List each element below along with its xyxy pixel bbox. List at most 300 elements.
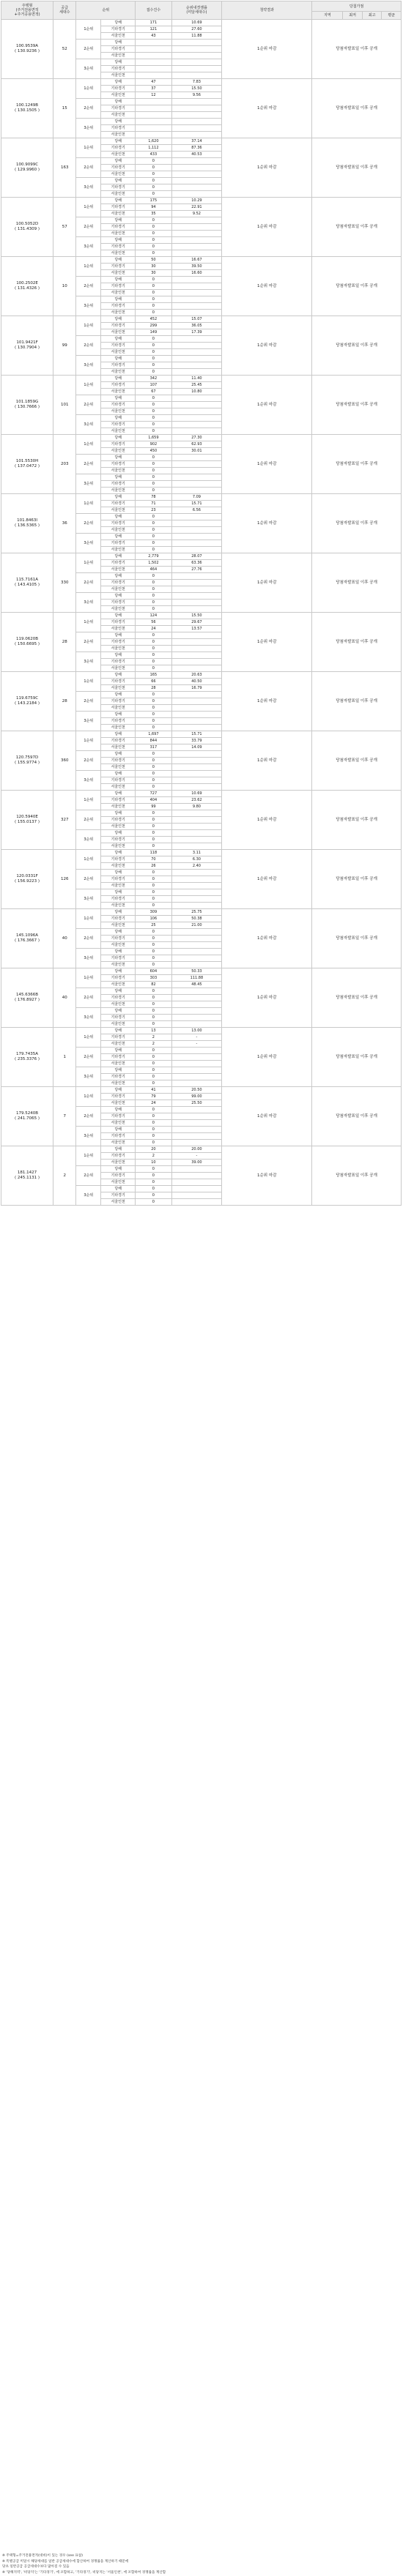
area-cell: 기타경기 bbox=[101, 343, 136, 349]
area-cell: 서울인천 bbox=[101, 389, 136, 395]
ratio-cell bbox=[171, 514, 222, 520]
applicants-cell: 0 bbox=[136, 698, 171, 705]
applicants-cell: 56 bbox=[136, 619, 171, 626]
rank-cell: 2순위 bbox=[76, 1107, 101, 1127]
ratio-cell bbox=[171, 191, 222, 198]
rank-cell: 2순위 bbox=[76, 336, 101, 356]
ratio-cell: 40.53 bbox=[171, 152, 222, 158]
rank-cell: 1순위 bbox=[76, 553, 101, 573]
area-cell: 기타경기 bbox=[101, 995, 136, 1001]
applicants-cell: 0 bbox=[136, 995, 171, 1001]
ratio-cell bbox=[171, 46, 222, 53]
applicants-cell: 0 bbox=[136, 1186, 171, 1192]
area-cell: 기타경기 bbox=[101, 165, 136, 171]
area-cell: 기타경기 bbox=[101, 975, 136, 982]
announcement-cell: 당첨자발표일 이후 공개 bbox=[312, 672, 402, 731]
applicants-cell: 10 bbox=[136, 1160, 171, 1166]
area-cell: 서울인천 bbox=[101, 1120, 136, 1127]
supply-count-cell: 330 bbox=[53, 553, 76, 613]
area-cell: 기타경기 bbox=[101, 204, 136, 211]
area-cell: 서울인천 bbox=[101, 1140, 136, 1146]
ratio-cell bbox=[171, 1127, 222, 1133]
result-cell: 1순위 마감 bbox=[222, 1087, 312, 1146]
applicants-cell: 0 bbox=[136, 1113, 171, 1120]
applicants-cell: 0 bbox=[136, 573, 171, 580]
ratio-cell: 11.40 bbox=[171, 376, 222, 382]
rank-cell: 3순위 bbox=[76, 59, 101, 79]
ratio-cell: 10.29 bbox=[171, 198, 222, 204]
ratio-cell: 16.67 bbox=[171, 257, 222, 264]
housing-type-cell: 101.8463I ( 136.5365 ) bbox=[1, 494, 53, 553]
announcement-cell: 당첨자발표일 이후 공개 bbox=[312, 257, 402, 316]
ratio-cell bbox=[171, 843, 222, 850]
ratio-cell bbox=[171, 422, 222, 428]
ratio-cell bbox=[171, 777, 222, 784]
area-cell: 서울인천 bbox=[101, 942, 136, 949]
area-cell: 기타경기 bbox=[101, 520, 136, 527]
applicants-cell: 0 bbox=[136, 955, 171, 962]
applicants-cell: 0 bbox=[136, 692, 171, 698]
applicants-cell: 0 bbox=[136, 942, 171, 949]
applicants-cell: 0 bbox=[136, 593, 171, 600]
result-cell: 1순위 마감 bbox=[222, 198, 312, 257]
area-cell: 서울인천 bbox=[101, 231, 136, 237]
supply-count-cell: 163 bbox=[53, 138, 76, 198]
ratio-cell bbox=[171, 718, 222, 725]
area-cell: 서울인천 bbox=[101, 270, 136, 277]
area-cell: 기타경기 bbox=[101, 698, 136, 705]
area-cell: 당해 bbox=[101, 138, 136, 145]
rank-cell: 1순위 bbox=[76, 494, 101, 514]
area-cell: 서울인천 bbox=[101, 1041, 136, 1048]
applicants-cell: 107 bbox=[136, 382, 171, 389]
ratio-cell: 15.07 bbox=[171, 316, 222, 323]
applicants-cell: 0 bbox=[136, 758, 171, 764]
applicants-cell: 0 bbox=[136, 1074, 171, 1080]
applicants-cell: 0 bbox=[136, 468, 171, 474]
area-cell: 당해 bbox=[101, 632, 136, 639]
housing-type-cell: 100.2502E ( 131.4326 ) bbox=[1, 257, 53, 316]
applicants-cell bbox=[136, 99, 171, 105]
area-cell: 서울인천 bbox=[101, 744, 136, 751]
supply-count-cell: 10 bbox=[53, 257, 76, 316]
area-cell: 당해 bbox=[101, 929, 136, 936]
area-cell: 당해 bbox=[101, 1186, 136, 1192]
applicants-cell: 0 bbox=[136, 534, 171, 540]
area-cell: 당해 bbox=[101, 751, 136, 758]
rank-cell: 2순위 bbox=[76, 277, 101, 296]
rank-cell: 2순위 bbox=[76, 870, 101, 889]
ratio-cell bbox=[171, 936, 222, 942]
ratio-cell bbox=[171, 1021, 222, 1028]
supply-count-cell: 101 bbox=[53, 376, 76, 435]
rank-cell: 2순위 bbox=[76, 395, 101, 415]
header-average: 평균 bbox=[382, 12, 402, 20]
ratio-cell bbox=[171, 824, 222, 830]
ratio-cell: 27.30 bbox=[171, 435, 222, 441]
ratio-cell bbox=[171, 725, 222, 731]
announcement-cell: 당첨자발표일 이후 공개 bbox=[312, 198, 402, 257]
ratio-cell bbox=[171, 659, 222, 665]
applicants-cell: 0 bbox=[136, 310, 171, 316]
applicants-cell: 0 bbox=[136, 883, 171, 889]
applicants-cell: 25 bbox=[136, 922, 171, 929]
ratio-cell bbox=[171, 237, 222, 244]
rank-cell: 3순위 bbox=[76, 652, 101, 672]
note: ※ 특별공급 미달시 해당세대를 일반 공급세대수에 합산하여 경쟁률을 계산하기 때문에 bbox=[2, 2559, 129, 2564]
applicants-cell: 1,659 bbox=[136, 435, 171, 441]
area-cell: 기타경기 bbox=[101, 659, 136, 665]
area-cell: 당해 bbox=[101, 870, 136, 876]
ratio-cell: 23.62 bbox=[171, 797, 222, 804]
applicants-cell bbox=[136, 53, 171, 59]
supply-count-cell: 57 bbox=[53, 198, 76, 257]
ratio-cell: 2.40 bbox=[171, 863, 222, 870]
ratio-cell: 39.50 bbox=[171, 264, 222, 270]
ratio-cell: 63.36 bbox=[171, 560, 222, 567]
ratio-cell: 10.69 bbox=[171, 791, 222, 797]
area-cell: 서울인천 bbox=[101, 53, 136, 59]
ratio-cell bbox=[171, 158, 222, 165]
ratio-cell: 17.39 bbox=[171, 329, 222, 336]
ratio-cell: 48.45 bbox=[171, 982, 222, 988]
applicants-cell: 43 bbox=[136, 33, 171, 40]
applicants-cell: 0 bbox=[136, 369, 171, 376]
rank-cell: 3순위 bbox=[76, 534, 101, 553]
announcement-cell: 당첨자발표일 이후 공개 bbox=[312, 553, 402, 613]
housing-type-cell: 181.1427 ( 245.1131 ) bbox=[1, 1146, 53, 1206]
area-cell: 당해 bbox=[101, 1067, 136, 1074]
area-cell: 당해 bbox=[101, 119, 136, 125]
ratio-cell bbox=[171, 1166, 222, 1173]
ratio-cell: - bbox=[171, 1041, 222, 1048]
rank-cell: 3순위 bbox=[76, 356, 101, 376]
note: ※ 주택형=주거전용면적(대비)이 있는 경우 (see 표참) bbox=[2, 2554, 84, 2558]
area-cell: 당해 bbox=[101, 1127, 136, 1133]
area-cell: 서울인천 bbox=[101, 1061, 136, 1067]
area-cell: 서울인천 bbox=[101, 191, 136, 198]
area-cell: 기타경기 bbox=[101, 461, 136, 468]
area-cell: 기타경기 bbox=[101, 876, 136, 883]
ratio-cell bbox=[171, 1179, 222, 1186]
announcement-cell: 당첨자발표일 이후 공개 bbox=[312, 968, 402, 1028]
applicants-cell: 106 bbox=[136, 916, 171, 922]
ratio-cell: 15.50 bbox=[171, 86, 222, 92]
applicants-cell: 0 bbox=[136, 1140, 171, 1146]
applicants-cell: 0 bbox=[136, 764, 171, 771]
ratio-cell bbox=[171, 646, 222, 652]
area-cell: 서울인천 bbox=[101, 152, 136, 158]
applicants-cell: 0 bbox=[136, 1001, 171, 1008]
applicants-cell: 0 bbox=[136, 751, 171, 758]
header-announcement: 당첨가점 bbox=[312, 1, 402, 12]
ratio-cell bbox=[171, 817, 222, 824]
area-cell: 당해 bbox=[101, 40, 136, 46]
area-cell: 기타경기 bbox=[101, 224, 136, 231]
applicants-cell: 30 bbox=[136, 270, 171, 277]
applicants-cell: 0 bbox=[136, 936, 171, 942]
applicants-cell: 0 bbox=[136, 1061, 171, 1067]
area-cell: 기타경기 bbox=[101, 1113, 136, 1120]
table-row bbox=[1, 316, 402, 323]
ratio-cell bbox=[171, 527, 222, 534]
rank-cell: 3순위 bbox=[76, 889, 101, 909]
announcement-cell: 당첨자발표일 이후 공개 bbox=[312, 1028, 402, 1087]
ratio-cell: 39.00 bbox=[171, 1160, 222, 1166]
result-cell: 1순위 마감 bbox=[222, 850, 312, 909]
ratio-cell bbox=[171, 573, 222, 580]
applicants-cell: 303 bbox=[136, 975, 171, 982]
applicants-cell: 0 bbox=[136, 461, 171, 468]
applicants-cell: 0 bbox=[136, 962, 171, 968]
area-cell: 기타경기 bbox=[101, 323, 136, 329]
rank-cell: 1순위 bbox=[76, 613, 101, 632]
area-cell: 서울인천 bbox=[101, 211, 136, 217]
rank-cell: 1순위 bbox=[76, 1146, 101, 1166]
announcement-cell: 당첨자발표일 이후 공개 bbox=[312, 316, 402, 376]
applicants-cell: 0 bbox=[136, 520, 171, 527]
applicants-cell: 0 bbox=[136, 810, 171, 817]
table-row bbox=[1, 376, 402, 382]
applicants-cell: 78 bbox=[136, 494, 171, 501]
announcement-cell: 당첨자발표일 이후 공개 bbox=[312, 731, 402, 791]
ratio-cell bbox=[171, 1120, 222, 1127]
ratio-cell bbox=[171, 830, 222, 837]
rank-cell: 1순위 bbox=[76, 791, 101, 810]
applicants-cell bbox=[136, 66, 171, 72]
housing-type-cell: 145.6366B ( 176.8927 ) bbox=[1, 968, 53, 1028]
applicants-cell: 71 bbox=[136, 501, 171, 507]
area-cell: 당해 bbox=[101, 59, 136, 66]
applicants-cell: 0 bbox=[136, 356, 171, 362]
applicants-cell bbox=[136, 112, 171, 119]
applicants-cell: 0 bbox=[136, 843, 171, 850]
applicants-cell bbox=[136, 119, 171, 125]
area-cell: 당해 bbox=[101, 1166, 136, 1173]
area-cell: 서울인천 bbox=[101, 547, 136, 553]
area-cell: 서울인천 bbox=[101, 310, 136, 316]
applicants-cell: 0 bbox=[136, 1173, 171, 1179]
ratio-cell bbox=[171, 105, 222, 112]
ratio-cell bbox=[171, 929, 222, 936]
supply-count-cell: 203 bbox=[53, 435, 76, 494]
area-cell: 서울인천 bbox=[101, 626, 136, 632]
ratio-cell: 29.67 bbox=[171, 619, 222, 626]
applicants-cell: 0 bbox=[136, 784, 171, 791]
area-cell: 당해 bbox=[101, 810, 136, 817]
supply-count-cell: 360 bbox=[53, 731, 76, 791]
table-row bbox=[1, 968, 402, 975]
applicants-cell: 604 bbox=[136, 968, 171, 975]
applicants-cell: 0 bbox=[136, 646, 171, 652]
result-cell: 1순위 마감 bbox=[222, 968, 312, 1028]
area-cell: 기타경기 bbox=[101, 896, 136, 903]
applicants-cell: 0 bbox=[136, 237, 171, 244]
area-cell: 서울인천 bbox=[101, 448, 136, 455]
area-cell: 서울인천 bbox=[101, 488, 136, 494]
applicants-cell: 28 bbox=[136, 685, 171, 692]
applicants-cell: 0 bbox=[136, 1054, 171, 1061]
applicants-cell: 0 bbox=[136, 718, 171, 725]
area-cell: 당해 bbox=[101, 593, 136, 600]
supply-count-cell: 40 bbox=[53, 968, 76, 1028]
rank-cell: 1순위 bbox=[76, 1087, 101, 1107]
area-cell: 서울인천 bbox=[101, 250, 136, 257]
ratio-cell bbox=[171, 303, 222, 310]
applicants-cell: 26 bbox=[136, 863, 171, 870]
applicants-cell: 0 bbox=[136, 1199, 171, 1206]
ratio-cell bbox=[171, 1061, 222, 1067]
applicants-cell: 0 bbox=[136, 1127, 171, 1133]
ratio-cell bbox=[171, 231, 222, 237]
ratio-cell bbox=[171, 534, 222, 540]
area-cell: 당해 bbox=[101, 1048, 136, 1054]
applicants-cell: 0 bbox=[136, 659, 171, 665]
ratio-cell: 87.36 bbox=[171, 145, 222, 152]
ratio-cell bbox=[171, 698, 222, 705]
rank-cell: 2순위 bbox=[76, 158, 101, 178]
applicants-cell: 47 bbox=[136, 79, 171, 86]
area-cell: 당해 bbox=[101, 771, 136, 777]
area-cell: 서울인천 bbox=[101, 171, 136, 178]
applicants-cell bbox=[136, 72, 171, 79]
ratio-cell: 16.60 bbox=[171, 270, 222, 277]
ratio-cell bbox=[171, 903, 222, 909]
area-cell: 기타경기 bbox=[101, 738, 136, 744]
area-cell: 서울인천 bbox=[101, 586, 136, 593]
ratio-cell bbox=[171, 310, 222, 316]
table-row bbox=[1, 909, 402, 916]
applicants-cell: 66 bbox=[136, 679, 171, 685]
area-cell: 당해 bbox=[101, 237, 136, 244]
result-cell: 1순위 마감 bbox=[222, 1028, 312, 1087]
table-row bbox=[1, 1146, 402, 1153]
ratio-cell bbox=[171, 1015, 222, 1021]
area-cell: 기타경기 bbox=[101, 600, 136, 606]
applicants-cell: 0 bbox=[136, 876, 171, 883]
note: ※ '당해지역', '비당지'는 '기타경기', 에 포함하고, '기타경기', 비당지는 '서울인천', 에 포함하여 경쟁률을 계산함 bbox=[2, 2570, 166, 2575]
applicants-cell: 0 bbox=[136, 988, 171, 995]
applicants-cell: 342 bbox=[136, 376, 171, 382]
ratio-cell: 13.00 bbox=[171, 1028, 222, 1034]
housing-type-cell: 100.1249B ( 130.1505 ) bbox=[1, 79, 53, 138]
ratio-cell bbox=[171, 481, 222, 488]
applicants-cell: 37 bbox=[136, 86, 171, 92]
area-cell: 서울인천 bbox=[101, 132, 136, 138]
applicants-cell: 0 bbox=[136, 830, 171, 837]
area-cell: 기타경기 bbox=[101, 1074, 136, 1080]
rank-cell: 2순위 bbox=[76, 1048, 101, 1067]
applicants-cell: 30 bbox=[136, 264, 171, 270]
applicants-cell: 0 bbox=[136, 889, 171, 896]
applicants-cell: 0 bbox=[136, 586, 171, 593]
applicants-cell: 0 bbox=[136, 283, 171, 290]
applicants-cell: 0 bbox=[136, 547, 171, 553]
ratio-cell bbox=[171, 692, 222, 698]
applicants-cell: 0 bbox=[136, 639, 171, 646]
area-cell: 당해 bbox=[101, 988, 136, 995]
applicants-cell: 0 bbox=[136, 540, 171, 547]
supply-count-cell: 7 bbox=[53, 1087, 76, 1146]
rank-cell: 1순위 bbox=[76, 79, 101, 99]
applicants-cell: 0 bbox=[136, 178, 171, 184]
rank-cell: 1순위 bbox=[76, 909, 101, 929]
ratio-cell bbox=[171, 1133, 222, 1140]
ratio-cell: 99.00 bbox=[171, 1094, 222, 1100]
rank-cell: 3순위 bbox=[76, 119, 101, 138]
ratio-cell bbox=[171, 40, 222, 46]
area-cell: 기타경기 bbox=[101, 777, 136, 784]
ratio-cell: 20.63 bbox=[171, 672, 222, 679]
notes bbox=[2, 2553, 398, 2575]
housing-type-cell: 100.9539A ( 130.9236 ) bbox=[1, 20, 53, 79]
ratio-cell bbox=[171, 889, 222, 896]
applicants-cell: 0 bbox=[136, 303, 171, 310]
ratio-cell: 10.69 bbox=[171, 20, 222, 26]
ratio-cell: 15.71 bbox=[171, 731, 222, 738]
table-row bbox=[1, 435, 402, 441]
ratio-cell bbox=[171, 540, 222, 547]
ratio-cell bbox=[171, 810, 222, 817]
result-cell: 1순위 마감 bbox=[222, 20, 312, 79]
area-cell: 기타경기 bbox=[101, 66, 136, 72]
area-cell: 서울인천 bbox=[101, 468, 136, 474]
area-cell: 서울인천 bbox=[101, 33, 136, 40]
result-cell: 1순위 마감 bbox=[222, 613, 312, 672]
area-cell: 당해 bbox=[101, 1107, 136, 1113]
area-cell: 서울인천 bbox=[101, 1001, 136, 1008]
applicants-cell: 0 bbox=[136, 712, 171, 718]
applicants-cell: 0 bbox=[136, 1015, 171, 1021]
table-row bbox=[1, 1028, 402, 1034]
supply-count-cell: 15 bbox=[53, 79, 76, 138]
ratio-cell bbox=[171, 606, 222, 613]
area-cell: 당해 bbox=[101, 356, 136, 362]
applicants-cell: 0 bbox=[136, 1107, 171, 1113]
ratio-cell bbox=[171, 362, 222, 369]
area-cell: 서울인천 bbox=[101, 804, 136, 810]
applicants-cell: 309 bbox=[136, 909, 171, 916]
rank-cell: 3순위 bbox=[76, 712, 101, 731]
applicants-cell: 175 bbox=[136, 198, 171, 204]
table-row bbox=[1, 850, 402, 856]
housing-type-cell: 120.0331F ( 156.9223 ) bbox=[1, 850, 53, 909]
area-cell: 당해 bbox=[101, 613, 136, 619]
area-cell: 당해 bbox=[101, 178, 136, 184]
applicants-cell: 317 bbox=[136, 744, 171, 751]
rank-cell: 2순위 bbox=[76, 99, 101, 119]
ratio-cell bbox=[171, 837, 222, 843]
area-cell: 기타경기 bbox=[101, 758, 136, 764]
area-cell: 당해 bbox=[101, 494, 136, 501]
ratio-cell bbox=[171, 1140, 222, 1146]
ratio-cell bbox=[171, 277, 222, 283]
rank-cell: 1순위 bbox=[76, 257, 101, 277]
applicants-cell: 0 bbox=[136, 415, 171, 422]
applicants-cell: 0 bbox=[136, 929, 171, 936]
applicants-cell: 0 bbox=[136, 402, 171, 408]
announcement-cell: 당첨자발표일 이후 공개 bbox=[312, 494, 402, 553]
ratio-cell bbox=[171, 1008, 222, 1015]
applicants-cell: 2 bbox=[136, 1153, 171, 1160]
applicants-cell: 0 bbox=[136, 422, 171, 428]
ratio-cell: 28.07 bbox=[171, 553, 222, 560]
applicants-cell: 20 bbox=[136, 1146, 171, 1153]
area-cell: 서울인천 bbox=[101, 1179, 136, 1186]
applicants-cell: 67 bbox=[136, 389, 171, 395]
area-cell: 기타경기 bbox=[101, 1094, 136, 1100]
area-cell: 기타경기 bbox=[101, 184, 136, 191]
